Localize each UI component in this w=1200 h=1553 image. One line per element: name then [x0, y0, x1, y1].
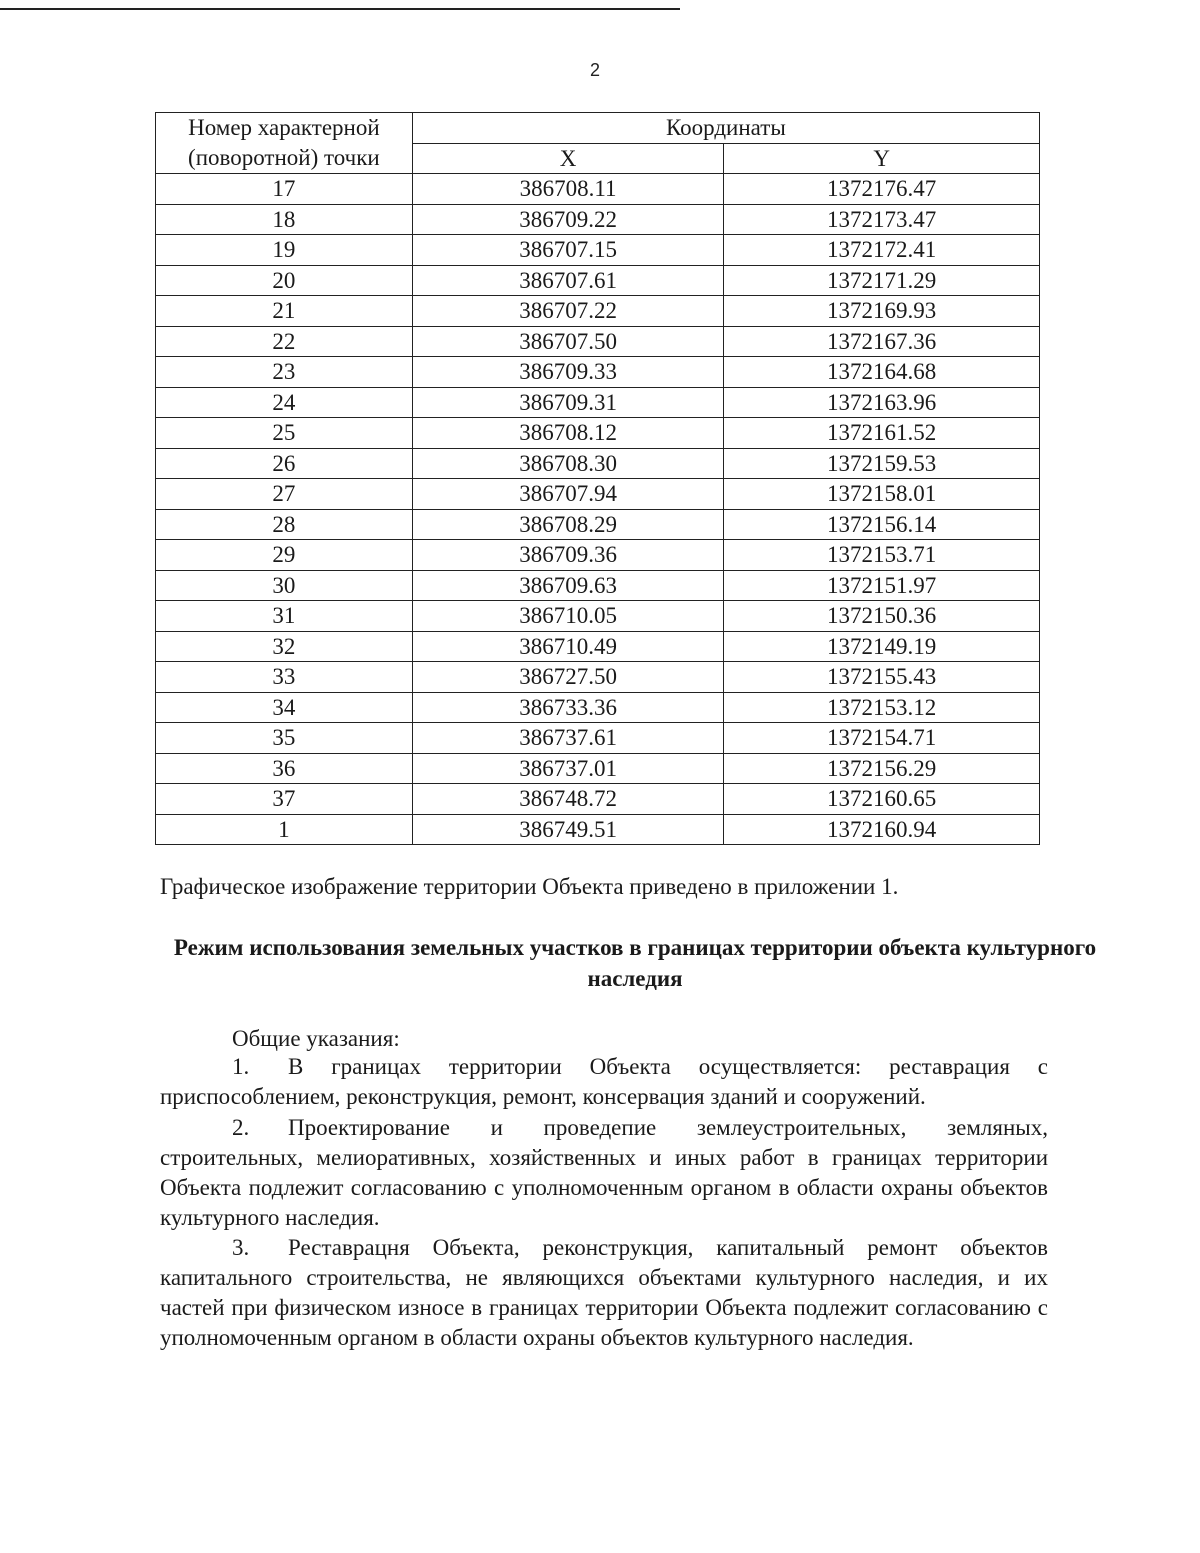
- table-row: [156, 448, 1040, 479]
- cell-y: 1372160.65: [724, 784, 1040, 815]
- table-row: [156, 174, 1040, 205]
- table-row: [156, 296, 1040, 327]
- table-row: [156, 692, 1040, 723]
- table-row: [156, 235, 1040, 266]
- cell-x: 386709.22: [412, 204, 724, 235]
- cell-y: 1372150.36: [724, 601, 1040, 632]
- table-row: [156, 204, 1040, 235]
- cell-y: 1372169.93: [724, 296, 1040, 327]
- table-row: [156, 631, 1040, 662]
- cell-x: 386709.31: [412, 387, 724, 418]
- header-x: X: [412, 143, 724, 174]
- cell-y: 1372156.29: [724, 753, 1040, 784]
- item-number: 3.: [232, 1235, 250, 1260]
- cell-x: 386733.36: [412, 692, 724, 723]
- cell-point-number: 33: [156, 662, 413, 693]
- cell-x: 386727.50: [412, 662, 724, 693]
- cell-point-number: 34: [156, 692, 413, 723]
- table-row: [156, 509, 1040, 540]
- cell-point-number: 21: [156, 296, 413, 327]
- cell-point-number: 27: [156, 479, 413, 510]
- top-rule: [0, 8, 680, 10]
- general-label-text: Общие указания:: [232, 1026, 400, 1051]
- table-row: [156, 540, 1040, 571]
- cell-point-number: 20: [156, 265, 413, 296]
- cell-y: 1372158.01: [724, 479, 1040, 510]
- cell-y: 1372153.12: [724, 692, 1040, 723]
- cell-y: 1372160.94: [724, 814, 1040, 845]
- item-text: Проектирование и проведепие землеустроительных, земляных, строительных, мелиоративных, хозяйственных и иных работ в границах территории Объекта подлежит согласованию с уполномоченным органом в области охраны объектов культурного наследия.: [160, 1115, 1048, 1230]
- cell-y: 1372155.43: [724, 662, 1040, 693]
- cell-x: 386737.01: [412, 753, 724, 784]
- cell-point-number: 28: [156, 509, 413, 540]
- cell-x: 386737.61: [412, 723, 724, 754]
- cell-x: 386749.51: [412, 814, 724, 845]
- graphic-note: Графическое изображение территории Объекта приведено в приложении 1.: [160, 874, 899, 899]
- item-text: Реставрацня Объекта, реконструкция, капитальный ремонт объектов капитального строительства, не являющихся объектами культурного наследия, и их частей при физическом износе в границах территории Объекта подлежит согласованию с уполномоченным органом в области охраны объектов культурного наследия.: [160, 1235, 1048, 1350]
- header-y: Y: [724, 143, 1040, 174]
- cell-point-number: 25: [156, 418, 413, 449]
- cell-x: 386709.63: [412, 570, 724, 601]
- cell-x: 386708.12: [412, 418, 724, 449]
- table-row: [156, 326, 1040, 357]
- table-row: [156, 753, 1040, 784]
- cell-y: 1372176.47: [724, 174, 1040, 205]
- cell-x: 386708.30: [412, 448, 724, 479]
- header-point-number: Номер характерной (поворотной) точки: [156, 113, 413, 174]
- cell-y: 1372171.29: [724, 265, 1040, 296]
- table-row: [156, 479, 1040, 510]
- cell-point-number: 22: [156, 326, 413, 357]
- cell-point-number: 31: [156, 601, 413, 632]
- cell-point-number: 26: [156, 448, 413, 479]
- cell-y: 1372172.41: [724, 235, 1040, 266]
- cell-y: 1372173.47: [724, 204, 1040, 235]
- page-number: 2: [589, 60, 600, 80]
- cell-point-number: 18: [156, 204, 413, 235]
- section-heading: Режим использования земельных участков в границах территории объекта культурного наследия: [173, 935, 1097, 991]
- item-number: 1.: [232, 1054, 250, 1079]
- cell-y: 1372159.53: [724, 448, 1040, 479]
- table-row: [156, 570, 1040, 601]
- cell-point-number: 17: [156, 174, 413, 205]
- list-item-3: [160, 1233, 1048, 1353]
- cell-y: 1372149.19: [724, 631, 1040, 662]
- cell-x: 386709.36: [412, 540, 724, 571]
- cell-x: 386708.11: [412, 174, 724, 205]
- cell-y: 1372153.71: [724, 540, 1040, 571]
- table-row: [156, 784, 1040, 815]
- cell-x: 386707.94: [412, 479, 724, 510]
- cell-x: 386710.05: [412, 601, 724, 632]
- cell-x: 386707.22: [412, 296, 724, 327]
- item-number: 2.: [232, 1115, 250, 1140]
- cell-y: 1372154.71: [724, 723, 1040, 754]
- cell-point-number: 1: [156, 814, 413, 845]
- table-row: [156, 723, 1040, 754]
- cell-x: 386707.61: [412, 265, 724, 296]
- cell-point-number: 24: [156, 387, 413, 418]
- table-row: [156, 265, 1040, 296]
- cell-x: 386707.15: [412, 235, 724, 266]
- cell-y: 1372156.14: [724, 509, 1040, 540]
- item-text: В границах территории Объекта осуществляется: реставрация с приспособлением, реконструкция, ремонт, консервация зданий и сооружений.: [160, 1054, 1048, 1109]
- cell-y: 1372161.52: [724, 418, 1040, 449]
- header-coordinates: Координаты: [412, 113, 1039, 144]
- cell-y: 1372167.36: [724, 326, 1040, 357]
- cell-x: 386707.50: [412, 326, 724, 357]
- table-row: [156, 662, 1040, 693]
- cell-y: 1372151.97: [724, 570, 1040, 601]
- table-row: [156, 387, 1040, 418]
- cell-point-number: 29: [156, 540, 413, 571]
- cell-x: 386709.33: [412, 357, 724, 388]
- table-row: [156, 357, 1040, 388]
- cell-point-number: 23: [156, 357, 413, 388]
- cell-point-number: 37: [156, 784, 413, 815]
- coordinates-table: [155, 112, 1040, 845]
- table-row: [156, 418, 1040, 449]
- cell-x: 386748.72: [412, 784, 724, 815]
- cell-point-number: 36: [156, 753, 413, 784]
- cell-point-number: 30: [156, 570, 413, 601]
- cell-point-number: 35: [156, 723, 413, 754]
- cell-x: 386710.49: [412, 631, 724, 662]
- list-item-1: [160, 1052, 1048, 1112]
- table-row: [156, 601, 1040, 632]
- cell-x: 386708.29: [412, 509, 724, 540]
- cell-y: 1372163.96: [724, 387, 1040, 418]
- list-item-2: [160, 1113, 1048, 1233]
- general-label: [160, 1024, 1048, 1054]
- cell-point-number: 32: [156, 631, 413, 662]
- cell-y: 1372164.68: [724, 357, 1040, 388]
- table-row: [156, 814, 1040, 845]
- cell-point-number: 19: [156, 235, 413, 266]
